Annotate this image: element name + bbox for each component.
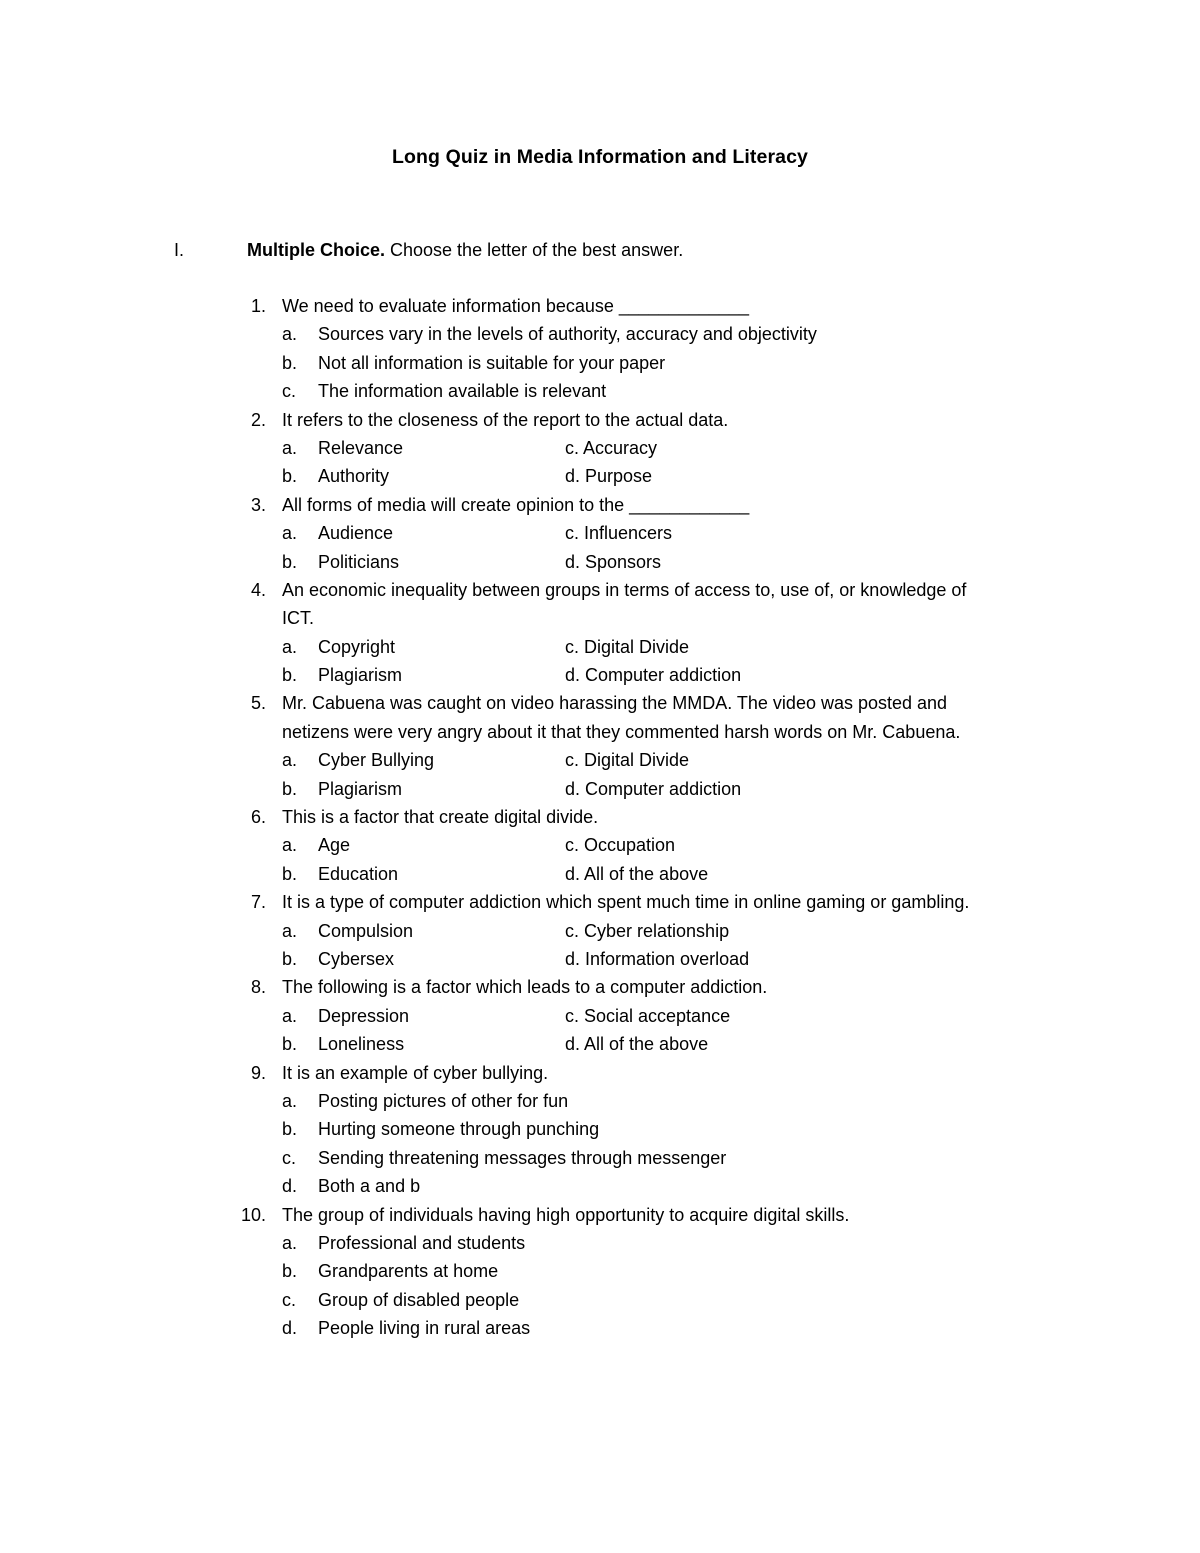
option-text: Posting pictures of other for fun	[318, 1090, 569, 1111]
question-text: The group of individuals having high opportunity to acquire digital skills.	[282, 1204, 850, 1225]
option-letter: b.	[282, 778, 298, 799]
question-number: 7.	[250, 892, 266, 913]
option-row	[0, 1030, 1200, 1058]
option-letter: a.	[282, 920, 298, 941]
section-numeral: I.	[174, 240, 185, 260]
option-text-right: d. All of the above	[565, 1034, 709, 1055]
option-letter: a.	[282, 324, 298, 345]
option-text-right: d. Information overload	[565, 948, 750, 969]
option-text: Education	[318, 863, 399, 884]
section-heading-bold: Multiple Choice.	[247, 240, 386, 260]
question-text: It is an example of cyber bullying.	[282, 1062, 549, 1083]
section-heading	[247, 236, 683, 264]
question-text: Mr. Cabuena was caught on video harassing the MMDA. The video was posted and	[282, 693, 948, 714]
option-text: Sources vary in the levels of authority, accuracy and objectivity	[318, 324, 817, 345]
question-row	[0, 491, 1200, 519]
option-text: Authority	[318, 466, 390, 487]
question-list	[0, 292, 1200, 1342]
question-row	[0, 803, 1200, 831]
option-letter: b.	[282, 466, 298, 487]
option-letter: b.	[282, 1261, 298, 1282]
option-row	[0, 1115, 1200, 1143]
option-letter: b.	[282, 665, 298, 686]
page-title: Long Quiz in Media Information and Literacy	[392, 146, 808, 168]
question-number: 10.	[240, 1204, 266, 1225]
option-text: Plagiarism	[318, 778, 403, 799]
option-letter: a.	[282, 437, 298, 458]
question-number: 6.	[250, 807, 266, 828]
option-row	[0, 349, 1200, 377]
option-letter: c.	[282, 1289, 297, 1310]
option-letter: b.	[282, 1034, 298, 1055]
question-number: 2.	[250, 409, 266, 430]
option-row	[0, 462, 1200, 490]
option-letter: c.	[282, 381, 297, 402]
question-row	[0, 604, 1200, 632]
option-letter: a.	[282, 636, 298, 657]
option-text-right: c. Occupation	[565, 835, 676, 856]
option-text-right: c. Influencers	[565, 523, 673, 544]
option-row	[0, 1257, 1200, 1285]
question-text: We need to evaluate information because _____________	[282, 296, 750, 316]
option-text: Not all information is suitable for your paper	[318, 352, 666, 373]
option-text: Grandparents at home	[318, 1261, 499, 1282]
option-row	[0, 434, 1200, 462]
option-text-right: d. All of the above	[565, 863, 709, 884]
option-row	[0, 633, 1200, 661]
option-letter: a.	[282, 1232, 298, 1253]
question-row	[0, 292, 1200, 320]
option-text: Cyber Bullying	[318, 750, 435, 771]
question-text: An economic inequality between groups in terms of access to, use of, or knowledge of	[282, 579, 967, 600]
option-row	[0, 661, 1200, 689]
option-text: Politicians	[318, 551, 400, 572]
section-instruction: Choose the letter of the best answer.	[385, 240, 684, 260]
option-letter: b.	[282, 551, 298, 572]
option-text: Compulsion	[318, 920, 414, 941]
option-text-right: c. Accuracy	[565, 437, 658, 458]
option-letter: b.	[282, 948, 298, 969]
option-row	[0, 831, 1200, 859]
question-number: 9.	[250, 1062, 266, 1083]
option-text-right: d. Purpose	[565, 466, 653, 487]
question-row	[0, 1201, 1200, 1229]
option-letter: b.	[282, 863, 298, 884]
option-text: Professional and students	[318, 1232, 526, 1253]
option-letter: a.	[282, 1090, 298, 1111]
question-row	[0, 576, 1200, 604]
option-letter: c.	[282, 1147, 297, 1168]
option-letter: a.	[282, 750, 298, 771]
option-letter: a.	[282, 1005, 298, 1026]
option-row	[0, 548, 1200, 576]
option-row	[0, 1314, 1200, 1342]
option-text-right: c. Cyber relationship	[565, 920, 730, 941]
question-text: This is a factor that create digital divide.	[282, 807, 599, 828]
option-text-right: c. Digital Divide	[565, 636, 690, 657]
option-row	[0, 917, 1200, 945]
option-text: Sending threatening messages through messenger	[318, 1147, 727, 1168]
question-text: ICT.	[282, 608, 315, 629]
option-row	[0, 1172, 1200, 1200]
option-text-right: c. Digital Divide	[565, 750, 690, 771]
option-row	[0, 1144, 1200, 1172]
option-letter: d.	[282, 1318, 298, 1339]
option-letter: a.	[282, 835, 298, 856]
option-row	[0, 860, 1200, 888]
option-text: Hurting someone through punching	[318, 1119, 600, 1140]
option-text: People living in rural areas	[318, 1318, 531, 1339]
question-row	[0, 973, 1200, 1001]
question-number: 3.	[250, 494, 266, 515]
option-row	[0, 775, 1200, 803]
question-row	[0, 888, 1200, 916]
option-row	[0, 320, 1200, 348]
option-row	[0, 1002, 1200, 1030]
option-text: Cybersex	[318, 948, 395, 969]
question-text: It is a type of computer addiction which spent much time in online gaming or gambling.	[282, 892, 970, 913]
question-text: The following is a factor which leads to a computer addiction.	[282, 977, 768, 998]
question-text: It refers to the closeness of the report to the actual data.	[282, 409, 729, 430]
option-text: The information available is relevant	[318, 381, 607, 402]
option-row	[0, 1087, 1200, 1115]
option-text: Both a and b	[318, 1176, 421, 1197]
option-letter: b.	[282, 352, 298, 373]
question-number: 1.	[250, 296, 266, 316]
option-row	[0, 1229, 1200, 1257]
question-number: 4.	[250, 579, 266, 600]
option-text: Depression	[318, 1005, 410, 1026]
option-row	[0, 377, 1200, 405]
option-row	[0, 746, 1200, 774]
option-text: Plagiarism	[318, 665, 403, 686]
option-text-right: d. Computer addiction	[565, 665, 742, 686]
question-text: All forms of media will create opinion to the ____________	[282, 494, 750, 515]
option-letter: b.	[282, 1119, 298, 1140]
option-text: Loneliness	[318, 1034, 405, 1055]
option-text-right: d. Sponsors	[565, 551, 662, 572]
option-text-right: d. Computer addiction	[565, 778, 742, 799]
option-row	[0, 519, 1200, 547]
question-text: netizens were very angry about it that they commented harsh words on Mr. Cabuena.	[282, 721, 961, 742]
option-row	[0, 945, 1200, 973]
option-text-right: c. Social acceptance	[565, 1005, 731, 1026]
option-text: Group of disabled people	[318, 1289, 520, 1310]
question-number: 5.	[250, 693, 266, 714]
option-text: Relevance	[318, 437, 404, 458]
question-row	[0, 718, 1200, 746]
question-row	[0, 406, 1200, 434]
option-text: Copyright	[318, 636, 396, 657]
option-text: Audience	[318, 523, 394, 544]
question-number: 8.	[250, 977, 266, 998]
option-text: Age	[318, 835, 351, 856]
question-row	[0, 689, 1200, 717]
option-letter: d.	[282, 1176, 298, 1197]
option-row	[0, 1286, 1200, 1314]
question-row	[0, 1059, 1200, 1087]
option-letter: a.	[282, 523, 298, 544]
